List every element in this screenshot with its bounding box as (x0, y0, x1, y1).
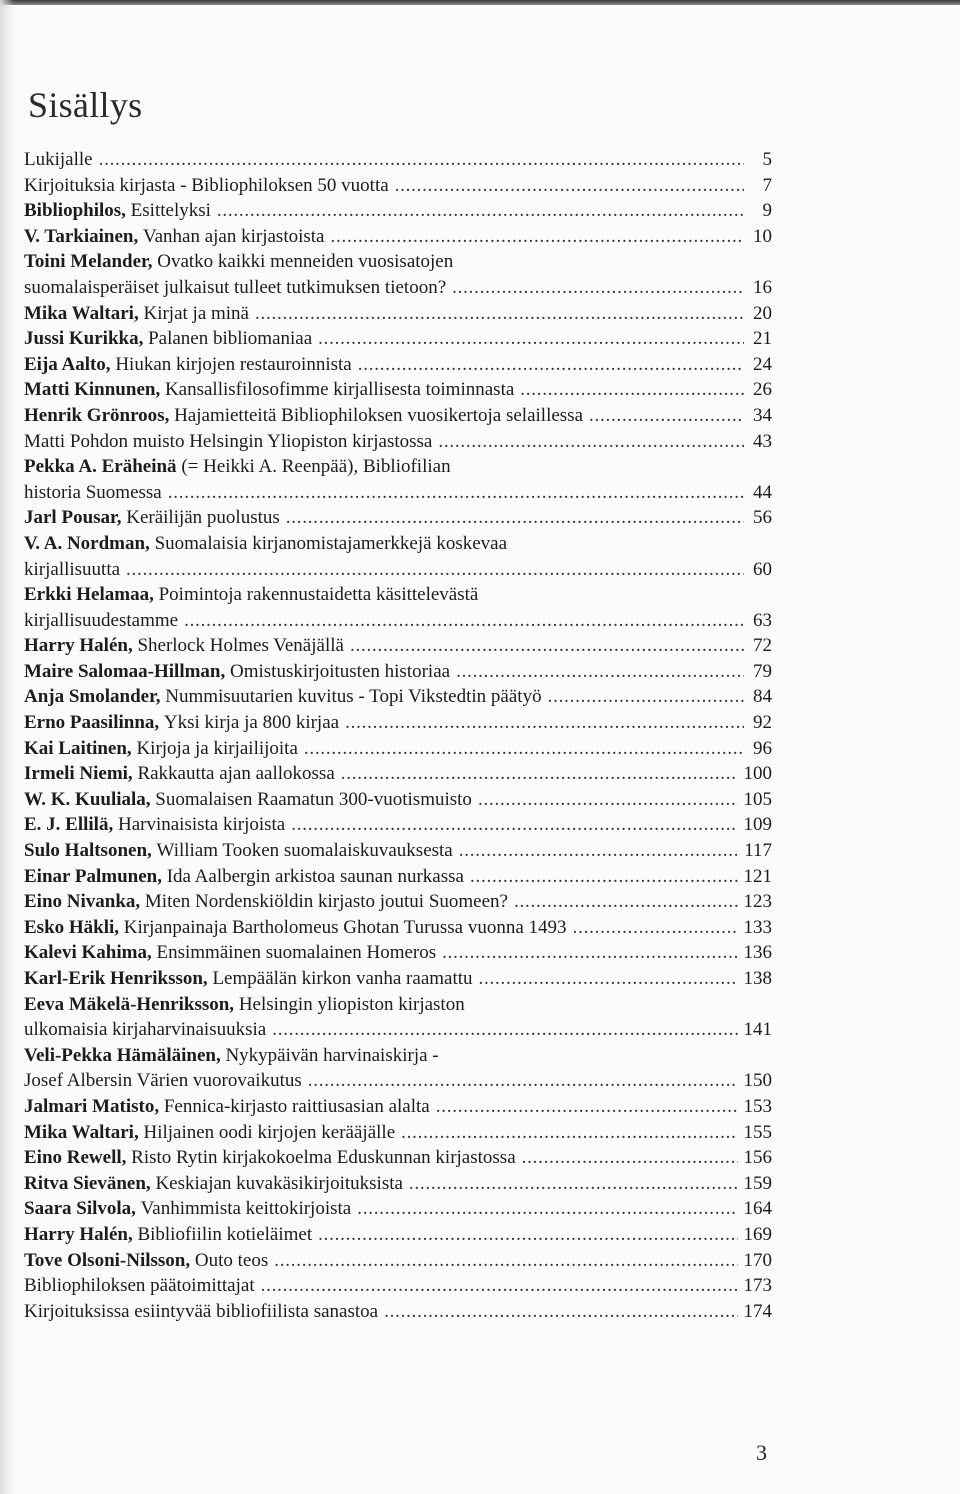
toc-entry-page: 96 (753, 737, 772, 759)
toc-entry-title: (= Heikki A. Reenpää), Bibliofilian (181, 456, 451, 478)
toc-entry (24, 1017, 772, 1043)
toc-entry-author: Eino Rewell, (24, 1147, 127, 1169)
toc-entry (24, 224, 772, 250)
toc-entry (24, 557, 772, 583)
toc-entry-author: Ritva Sievänen, (24, 1172, 151, 1194)
toc-entry-title: Nummisuutarien kuvitus - Topi Vikstedtin päätyö (165, 686, 542, 708)
dot-leader (514, 889, 738, 915)
dot-leader (99, 147, 744, 173)
toc-entry-page: 20 (753, 302, 772, 324)
toc-entry-page: 60 (753, 558, 772, 580)
toc-entry-page: 164 (743, 1198, 772, 1220)
toc-entry-page: 121 (743, 865, 772, 887)
toc-entry-page: 173 (743, 1275, 772, 1297)
toc-entry (24, 1273, 772, 1299)
dot-leader (358, 352, 744, 378)
toc-entry (24, 787, 772, 813)
toc-entry-author: Kalevi Kahima, (24, 942, 152, 964)
dot-leader (308, 1068, 738, 1094)
toc-entry-title: Kirjanpainaja Bartholomeus Ghotan Turussa vuonna 1493 (123, 916, 567, 938)
toc-entry-author: V. A. Nordman, (24, 532, 150, 554)
toc-entry-title: Palanen bibliomaniaa (148, 328, 313, 350)
toc-entry-page: 156 (743, 1147, 772, 1169)
toc-entry-author: Eino Nivanka, (24, 891, 141, 913)
toc-entry-author: Veli-Pekka Hämäläinen, (24, 1044, 221, 1066)
toc-entry (24, 889, 772, 915)
toc-entry-page: 117 (744, 840, 772, 862)
toc-entry-page: 84 (753, 686, 772, 708)
toc-entry (24, 608, 772, 634)
toc-entry (24, 275, 772, 301)
toc-entry-author: Erkki Helamaa, (24, 584, 154, 606)
toc-entry (24, 1299, 772, 1325)
toc-entry (24, 1068, 772, 1094)
toc-entry-title: Nykypäivän harvinaiskirja - (225, 1044, 439, 1066)
toc-entry-page: 169 (743, 1223, 772, 1245)
toc-entry (24, 377, 772, 403)
toc-entry (24, 659, 772, 685)
dot-leader (286, 505, 744, 531)
toc-entry (24, 1171, 772, 1197)
binding-shadow (0, 0, 14, 1494)
toc-entry-title: historia Suomessa (24, 481, 162, 503)
toc-entry-title: Kirjat ja minä (143, 302, 249, 324)
toc-entry (24, 940, 772, 966)
toc-entry (24, 480, 772, 506)
toc-entry-title: Ovatko kaikki menneiden vuosisatojen (157, 251, 454, 273)
dot-leader (304, 736, 744, 762)
toc-entry (24, 1196, 772, 1222)
toc-entry-author: Irmeli Niemi, (24, 763, 133, 785)
dot-leader (478, 787, 738, 813)
toc-entry (24, 838, 772, 864)
toc-entry-title: Kirjoituksia kirjasta - Bibliophiloksen 50 vuotta (24, 174, 389, 196)
toc-entry-title: Bibliophiloksen päätoimittajat (24, 1275, 255, 1297)
dot-leader (350, 633, 744, 659)
toc-entry-page: 170 (743, 1249, 772, 1271)
toc-entry-page: 16 (753, 276, 772, 298)
toc-entry-author: Jarl Pousar, (24, 507, 122, 529)
dot-leader (357, 1196, 737, 1222)
toc-entry (24, 1120, 772, 1146)
dot-leader (452, 275, 744, 301)
toc-entry-author: Henrik Grönroos, (24, 404, 170, 426)
dot-leader (548, 684, 744, 710)
toc-entry-title: Keräilijän puolustus (126, 507, 280, 529)
toc-entry (24, 915, 772, 941)
toc-entry (24, 582, 772, 608)
toc-entry-author: Eija Aalto, (24, 353, 111, 375)
toc-entry-author: Sulo Haltsonen, (24, 840, 152, 862)
toc-entry-title: Suomalaisia kirjanomistajamerkkejä koskevaa (154, 532, 508, 554)
dot-leader (384, 1299, 737, 1325)
dot-leader (274, 1248, 737, 1274)
toc-entry-author: Mika Waltari, (24, 302, 139, 324)
toc-entry-title: Josef Albersin Värien vuorovaikutus (24, 1070, 302, 1092)
toc-entry-author: E. J. Ellilä, (24, 814, 114, 836)
dot-leader (436, 1094, 738, 1120)
toc-entry-page: 100 (743, 763, 772, 785)
dot-leader (573, 915, 738, 941)
toc-entry-author: Matti Kinnunen, (24, 379, 161, 401)
toc-entry-page: 174 (743, 1300, 772, 1322)
dot-leader (318, 1222, 737, 1248)
toc-entry-title: Helsingin yliopiston kirjaston (238, 993, 465, 1015)
dot-leader (168, 480, 744, 506)
toc-entry-title: Sherlock Holmes Venäjällä (137, 635, 344, 657)
dot-leader (272, 1017, 737, 1043)
toc-entry-page: 43 (753, 430, 772, 452)
toc-entry (24, 1145, 772, 1171)
toc-entry-page: 10 (753, 225, 772, 247)
toc-entry-page: 133 (743, 916, 772, 938)
toc-entry-page: 155 (743, 1121, 772, 1143)
toc-entry-author: Jalmari Matisto, (24, 1095, 160, 1117)
dot-leader (479, 966, 738, 992)
toc-entry-title: ulkomaisia kirjaharvinaisuuksia (24, 1019, 267, 1041)
toc-entry-title: Kirjoja ja kirjailijoita (136, 737, 298, 759)
toc-entry-title: kirjallisuudestamme (24, 609, 179, 631)
toc-entry-page: 72 (753, 635, 772, 657)
toc-entry-author: Maire Salomaa-Hillman, (24, 660, 226, 682)
toc-entry-page: 105 (743, 788, 772, 810)
toc-entry (24, 429, 772, 455)
table-of-contents (24, 147, 772, 1324)
dot-leader (459, 838, 738, 864)
toc-entry (24, 1248, 772, 1274)
toc-entry-title: Lempäälän kirkon vanha raamattu (212, 968, 473, 989)
toc-entry-page: 63 (753, 609, 772, 631)
toc-entry-author: Kai Laitinen, (24, 737, 132, 759)
toc-entry (24, 249, 772, 275)
toc-entry-author: Saara Silvola, (24, 1198, 136, 1220)
toc-entry-page: 44 (753, 481, 772, 503)
toc-entry-title: Bibliofiilin kotieläimet (137, 1223, 313, 1245)
toc-entry-title: Kansallisfilosofimme kirjallisesta toiminnasta (164, 379, 515, 401)
dot-leader (126, 557, 744, 583)
toc-entry-page: 24 (753, 353, 772, 375)
toc-entry (24, 173, 772, 199)
toc-entry-author: Eeva Mäkelä-Henriksson, (24, 993, 235, 1015)
toc-entry-author: Harry Halén, (24, 1223, 133, 1245)
dot-leader (261, 1273, 738, 1299)
dot-leader (318, 326, 744, 352)
toc-entry-author: W. K. Kuuliala, (24, 788, 151, 810)
toc-entry (24, 736, 772, 762)
dot-leader (345, 710, 744, 736)
dot-leader (217, 198, 744, 224)
toc-entry-title: Risto Rytin kirjakokoelma Eduskunnan kirjastossa (131, 1147, 516, 1169)
toc-entry-title: Yksi kirja ja 800 kirjaa (163, 712, 340, 734)
toc-entry (24, 761, 772, 787)
toc-entry-author: Erno Paasilinna, (24, 712, 160, 734)
toc-entry-page: 136 (743, 942, 772, 964)
toc-entry-page: 7 (762, 174, 772, 196)
dot-leader (184, 608, 744, 634)
toc-entry-title: Matti Pohdon muisto Helsingin Yliopiston kirjastossa (24, 430, 433, 452)
toc-entry-title: Harvinaisista kirjoista (117, 814, 286, 836)
dot-leader (470, 864, 738, 890)
toc-entry-title: Ensimmäinen suomalainen Homeros (156, 942, 437, 964)
toc-entry-page: 141 (743, 1019, 772, 1041)
dot-leader (395, 173, 744, 199)
toc-entry-author: Toini Melander, (24, 251, 153, 273)
toc-entry (24, 326, 772, 352)
toc-entry-title: Poimintoja rakennustaidetta käsittelevästä (158, 584, 479, 606)
dot-leader (401, 1120, 737, 1146)
toc-entry-author: Karl-Erik Henriksson, (24, 968, 208, 989)
toc-entry-page: 5 (762, 149, 772, 170)
toc-entry-page: 138 (743, 968, 772, 989)
toc-entry-title: William Tooken suomalaiskuvauksesta (156, 840, 453, 862)
toc-entry-page: 150 (743, 1070, 772, 1092)
toc-entry-title: kirjallisuutta (24, 558, 121, 580)
dot-leader (456, 659, 744, 685)
dot-leader (331, 224, 745, 250)
toc-entry-title: Lukijalle (24, 149, 93, 170)
toc-entry-author: Bibliophilos, (24, 200, 126, 222)
toc-entry (24, 1094, 772, 1120)
toc-entry-title: suomalaisperäiset julkaisut tulleet tutkimuksen tietoon? (24, 276, 447, 298)
toc-entry-title: Hajamietteitä Bibliophiloksen vuosikertoja selaillessa (174, 404, 584, 426)
toc-entry (24, 710, 772, 736)
dot-leader (291, 812, 737, 838)
toc-entry-author: Pekka A. Eräheinä (24, 456, 177, 478)
toc-entry-author: Mika Waltari, (24, 1121, 139, 1143)
toc-entry-page: 79 (753, 660, 772, 682)
toc-entry-page: 56 (753, 507, 772, 529)
toc-entry (24, 198, 772, 224)
toc-entry-author: Anja Smolander, (24, 686, 161, 708)
toc-entry-author: Esko Häkli, (24, 916, 120, 938)
toc-entry-title: Vanhimmista keittokirjoista (140, 1198, 352, 1220)
toc-entry-author: V. Tarkiainen, (24, 225, 139, 247)
toc-entry (24, 403, 772, 429)
toc-entry-page: 21 (753, 328, 772, 350)
toc-entry (24, 531, 772, 557)
toc-entry-page: 92 (753, 712, 772, 734)
toc-entry-title: Omistuskirjoitusten historiaa (230, 660, 451, 682)
toc-entry (24, 301, 772, 327)
toc-entry-title: Fennica-kirjasto raittiusasian alalta (163, 1095, 430, 1117)
toc-entry (24, 992, 772, 1018)
toc-entry-page: 109 (743, 814, 772, 836)
toc-entry-title: Miten Nordenskiöldin kirjasto joutui Suomeen? (144, 891, 508, 913)
dot-leader (522, 1145, 738, 1171)
toc-entry (24, 1043, 772, 1069)
toc-entry-author: Tove Olsoni-Nilsson, (24, 1249, 191, 1271)
page-number: 3 (756, 1440, 767, 1465)
toc-entry-title: Vanhan ajan kirjastoista (142, 225, 325, 247)
dot-leader (589, 403, 744, 429)
toc-entry-page: 159 (743, 1172, 772, 1194)
toc-entry (24, 147, 772, 173)
page-top-edge (0, 0, 960, 5)
toc-entry-page: 123 (743, 891, 772, 913)
toc-entry-page: 153 (743, 1095, 772, 1117)
toc-entry (24, 454, 772, 480)
toc-entry-title: Keskiajan kuvakäsikirjoituksista (155, 1172, 403, 1194)
toc-entry (24, 505, 772, 531)
toc-entry (24, 684, 772, 710)
toc-entry-title: Outo teos (194, 1249, 269, 1271)
toc-entry-title: Ida Aalbergin arkistoa saunan nurkassa (166, 865, 464, 887)
toc-entry-title: Hiukan kirjojen restauroinnista (115, 353, 352, 375)
toc-entry-page: 26 (753, 379, 772, 401)
toc-entry-title: Suomalaisen Raamatun 300-vuotismuisto (155, 788, 472, 810)
toc-entry-title: Rakkautta ajan aallokossa (137, 763, 335, 785)
toc-entry-title: Esittelyksi (130, 200, 211, 222)
toc-entry (24, 966, 772, 992)
toc-entry-page: 9 (762, 200, 772, 222)
toc-entry (24, 1222, 772, 1248)
dot-leader (438, 429, 744, 455)
dot-leader (442, 940, 737, 966)
toc-entry (24, 633, 772, 659)
dot-leader (520, 377, 744, 403)
toc-entry (24, 352, 772, 378)
dot-leader (409, 1171, 738, 1197)
toc-entry-page: 34 (753, 404, 772, 426)
dot-leader (255, 301, 744, 327)
toc-entry-title: Hiljainen oodi kirjojen kerääjälle (143, 1121, 396, 1143)
toc-entry-author: Einar Palmunen, (24, 865, 162, 887)
page-title: Sisällys (28, 85, 143, 125)
toc-entry (24, 812, 772, 838)
toc-entry-author: Harry Halén, (24, 635, 133, 657)
toc-entry-author: Jussi Kurikka, (24, 328, 144, 350)
toc-entry (24, 864, 772, 890)
dot-leader (341, 761, 738, 787)
toc-entry-title: Kirjoituksissa esiintyvää bibliofiilista sanastoa (24, 1300, 379, 1322)
